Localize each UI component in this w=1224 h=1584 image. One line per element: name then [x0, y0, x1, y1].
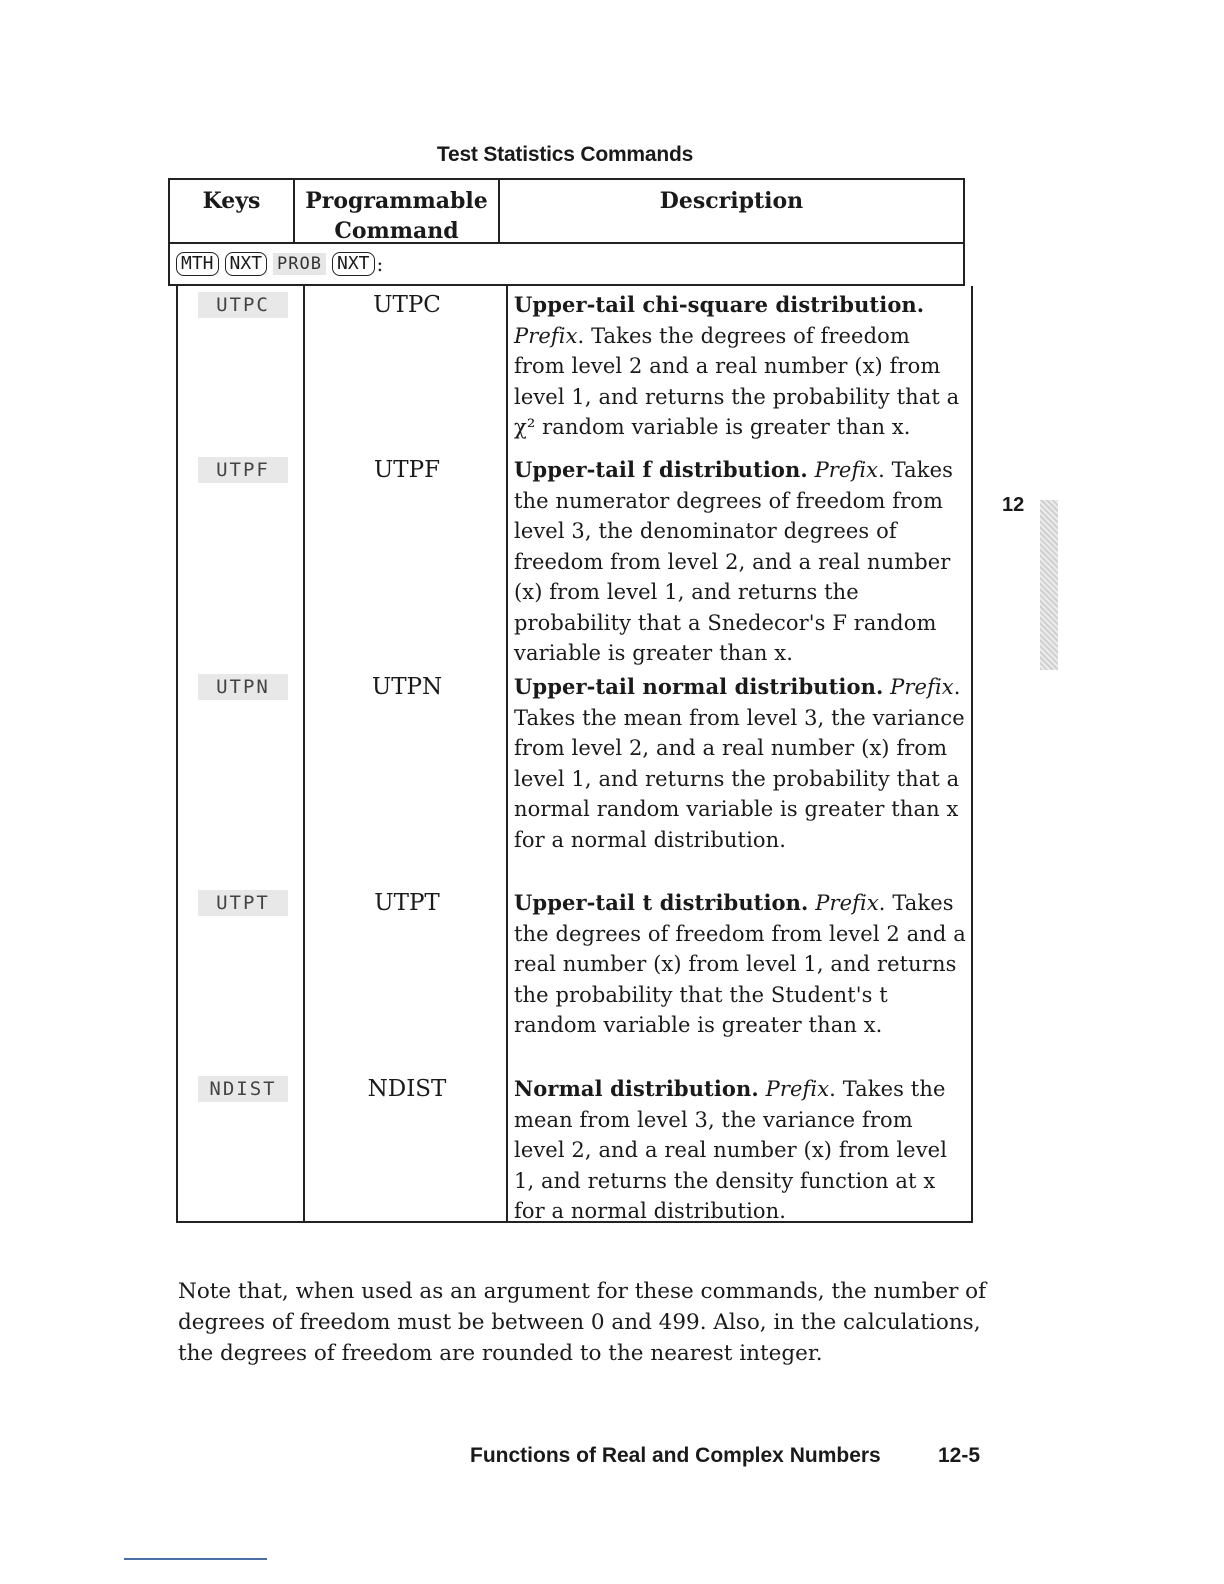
- desc-prefix: Prefix: [815, 891, 879, 915]
- desc-prefix: Prefix: [890, 675, 954, 699]
- command-description: [514, 290, 967, 443]
- desc-text: . Takes the mean from level 3, the variance from level 2, and a real number (x) from level 1, and returns the probability that a normal random variable is greater than x for a normal distribution.: [514, 675, 965, 852]
- page-number: 12-5: [937, 1444, 980, 1467]
- command-description: [514, 1074, 967, 1227]
- chapter-tab-number: 12: [1002, 494, 1025, 516]
- softkey-utpf: UTPF: [198, 457, 288, 483]
- table-header: [168, 178, 965, 244]
- nxt-key: NXT: [225, 252, 268, 276]
- header-description: Description: [659, 188, 804, 214]
- desc-prefix: Prefix: [765, 1077, 830, 1101]
- column-divider: [303, 286, 305, 1221]
- desc-text: . Takes the numerator degrees of freedom from level 3, the denominator degrees of freedom from level 2, and a real number (x) from level 1, and returns the probability that a Snedecor's F random variable is greater than x.: [514, 458, 953, 665]
- desc-prefix: Prefix: [814, 458, 879, 482]
- key-sequence-row: [168, 244, 965, 286]
- header-command: [295, 180, 500, 242]
- softkey-utpt: UTPT: [198, 890, 288, 916]
- command-description: [514, 672, 967, 855]
- prob-softkey: PROB: [273, 253, 326, 275]
- command-name: UTPT: [374, 890, 440, 916]
- desc-text: . Takes the degrees of freedom from level 2 and a real number (x) from level 1, and returns the probability that a χ² random variable is greater than x.: [514, 323, 960, 439]
- table-caption: Test Statistics Commands: [436, 143, 694, 166]
- desc-prefix: Prefix: [514, 323, 578, 348]
- desc-title: Upper-tail f distribution.: [514, 457, 808, 482]
- softkey-ndist: NDIST: [198, 1076, 288, 1102]
- desc-text: . Takes the mean from level 3, the variance from level 2, and a real number (x) from level 1, and returns the density function at x for a normal distribution.: [514, 1077, 948, 1223]
- desc-title: Upper-tail chi-square distribution.: [514, 292, 925, 317]
- note-paragraph: [178, 1276, 988, 1369]
- softkey-utpc: UTPC: [198, 292, 288, 318]
- key-sequence-colon: :: [376, 252, 384, 276]
- desc-title: Normal distribution.: [514, 1076, 759, 1101]
- desc-text: . Takes the degrees of freedom from level 2 and a real number (x) from level 1, and returns the probability that the Student's t random variable is greater than x.: [514, 891, 966, 1037]
- header-command-line2: Command: [334, 218, 459, 244]
- table-body: [176, 286, 973, 1223]
- note-text: Note that, when used as an argument for these commands, the number of degrees of freedom must be between 0 and 499. Also, in the calculations, the degrees of freedom are rounded to the nearest integer.: [178, 1279, 987, 1366]
- page-footer: [470, 1444, 980, 1468]
- bottom-rule: [124, 1558, 267, 1560]
- command-description: [514, 888, 967, 1041]
- command-name: UTPN: [371, 674, 443, 700]
- desc-title: Upper-tail t distribution.: [514, 890, 809, 915]
- mth-key: MTH: [176, 252, 219, 276]
- command-name: UTPF: [373, 457, 441, 483]
- command-name: UTPC: [373, 292, 441, 318]
- softkey-utpn: UTPN: [198, 674, 288, 700]
- header-keys: Keys: [170, 180, 295, 242]
- desc-title: Upper-tail normal distribution.: [514, 674, 884, 699]
- nxt-key-2: NXT: [332, 252, 375, 276]
- header-command-line1: Programmable: [305, 188, 488, 214]
- command-name: NDIST: [367, 1076, 447, 1102]
- chapter-tab-bar: [1040, 500, 1058, 670]
- command-description: [514, 455, 967, 669]
- footer-title: Functions of Real and Complex Numbers: [470, 1444, 881, 1467]
